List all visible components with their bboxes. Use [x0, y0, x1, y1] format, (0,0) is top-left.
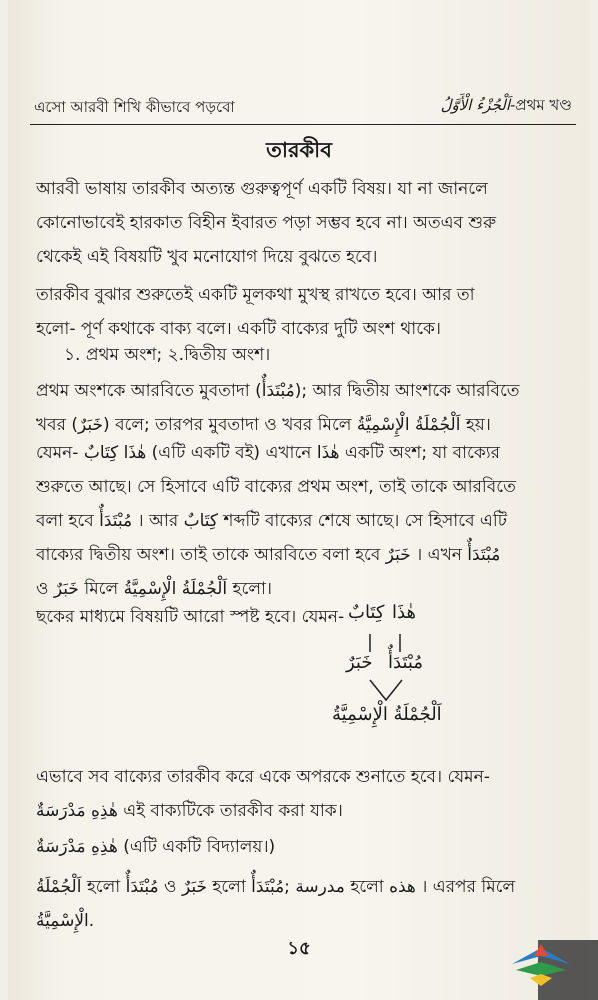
text-line: থেকেই এই বিষয়টি খুব মনোযোগ দিয়ে বুঝতে হবে।: [36, 247, 378, 267]
section-title: তারকীব: [266, 138, 332, 162]
paragraph-4: [36, 436, 566, 606]
diagram-word-kitab: كِتَابٌ: [348, 602, 385, 623]
text-line: হলো- পূর্ণ কথাকে বাক্য বলে। একটি বাক্যের দুটি অংশ থাকে।: [36, 319, 442, 339]
tarkib-diagram: [308, 594, 488, 744]
text-line: শুরুতে আছে। সে হিসাবে এটি বাক্যের প্রথম অংশ, তাই তাকে আরবিতে: [36, 477, 516, 497]
text-line: এভাবে সব বাক্যের তারকীব করে একে অপরকে শুনাতে হবে। যেমন-: [36, 767, 490, 787]
text-line: তারকীব বুঝার শুরুতেই একটি মূলকথা মুখস্থ রাখতে হবে। আর তা: [36, 285, 475, 305]
header-volume-bengali: -প্রথম খণ্ড: [510, 96, 572, 114]
text-line: যেমন- هٰذَا كِتَابٌ (এটি একটি বই) এখানে هٰذَا একটি অংশ; যা বাক্যের: [36, 443, 500, 463]
paragraph-2: [36, 278, 566, 346]
paragraph-6: [36, 760, 566, 828]
page-number: ১৫: [287, 938, 311, 959]
paragraph-3: [36, 374, 566, 442]
text-line: هٰذِهِ مَدْرَسَةٌ এই বাক্যটিকে তারকীব করা যাক।: [36, 801, 343, 821]
text-line: কোনোভাবেই হারকাত বিহীন ইবারত পড়া সম্ভব হবে না। অতএব শুরু: [36, 213, 497, 233]
publisher-logo-icon: [506, 926, 576, 996]
header-volume-arabic: اَلْجُزْءُ الْأَوَّلُ: [440, 96, 510, 114]
diagram-label-khabar: خَبَرٌ: [346, 652, 373, 673]
header-volume: [441, 94, 572, 119]
text-line: খবর (خَبَرٌ) বলে; তারপর মুবতাদা ও খবর মিলে اَلْجُمْلَةُ الْإِسْمِيَّةُ হয়।: [36, 415, 491, 435]
header-book-title: এসো আরবী শিখি কীভাবে পড়বো: [34, 98, 235, 116]
list-parts: ১. প্রথম অংশ; ২.দ্বিতীয় অংশ।: [64, 345, 271, 365]
diagram-label-mubtada: مُبْتَدَأٌ: [388, 652, 423, 673]
paragraph-1: [36, 172, 566, 274]
paragraph-5: ছকের মাধ্যমে বিষয়টি আরো স্পষ্ট হবে। যেমন-: [36, 607, 345, 627]
text-line: আরবী ভাষায় তারকীব অত্যন্ত গুরুত্বপূর্ণ একটি বিষয়। যা না জানলে: [36, 179, 488, 199]
paragraph-8: [36, 870, 566, 938]
diagram-label-jumla: اَلْجُمْلَةُ الْإِسْمِيَّةُ: [332, 704, 442, 725]
running-header: [34, 92, 572, 122]
text-line: الْإِسْمِيَّةُ.: [36, 911, 95, 931]
paragraph-7: هٰذِهِ مَدْرَسَةٌ (এটি একটি বিদ্যালয়।): [36, 837, 276, 857]
text-line: বাক্যের দ্বিতীয় অংশ। তাই তাকে আরবিতে বলা হবে خَبَرٌ । এখন مُبْتَدَأٌ: [36, 545, 501, 565]
book-page: [8, 0, 590, 1000]
text-line: ও خَبَرٌ মিলে اَلْجُمْلَةُ الْإِسْمِيَّةُ হলো।: [36, 579, 272, 599]
text-line: اَلْجُمْلَةُ হলো مُبْتَدَأٌ ও خَبَرٌ হলো مدرسة ;مُبْتَدَأٌ হলো هذه । এরপর মিলে: [36, 877, 516, 897]
text-line: প্রথম অংশকে আরবিতে মুবতাদা (مُبْتَدَأٌ); আর দ্বিতীয় আংশকে আরবিতে: [36, 381, 520, 401]
diagram-word-hadha: هٰذَا: [392, 602, 416, 623]
header-rule: [30, 124, 576, 125]
text-line: বলা হবে مُبْتَدَأٌ । আর كِتَابٌ শব্দটি বাক্যের শেষে আছে। সে হিসাবে এটি: [36, 511, 507, 531]
